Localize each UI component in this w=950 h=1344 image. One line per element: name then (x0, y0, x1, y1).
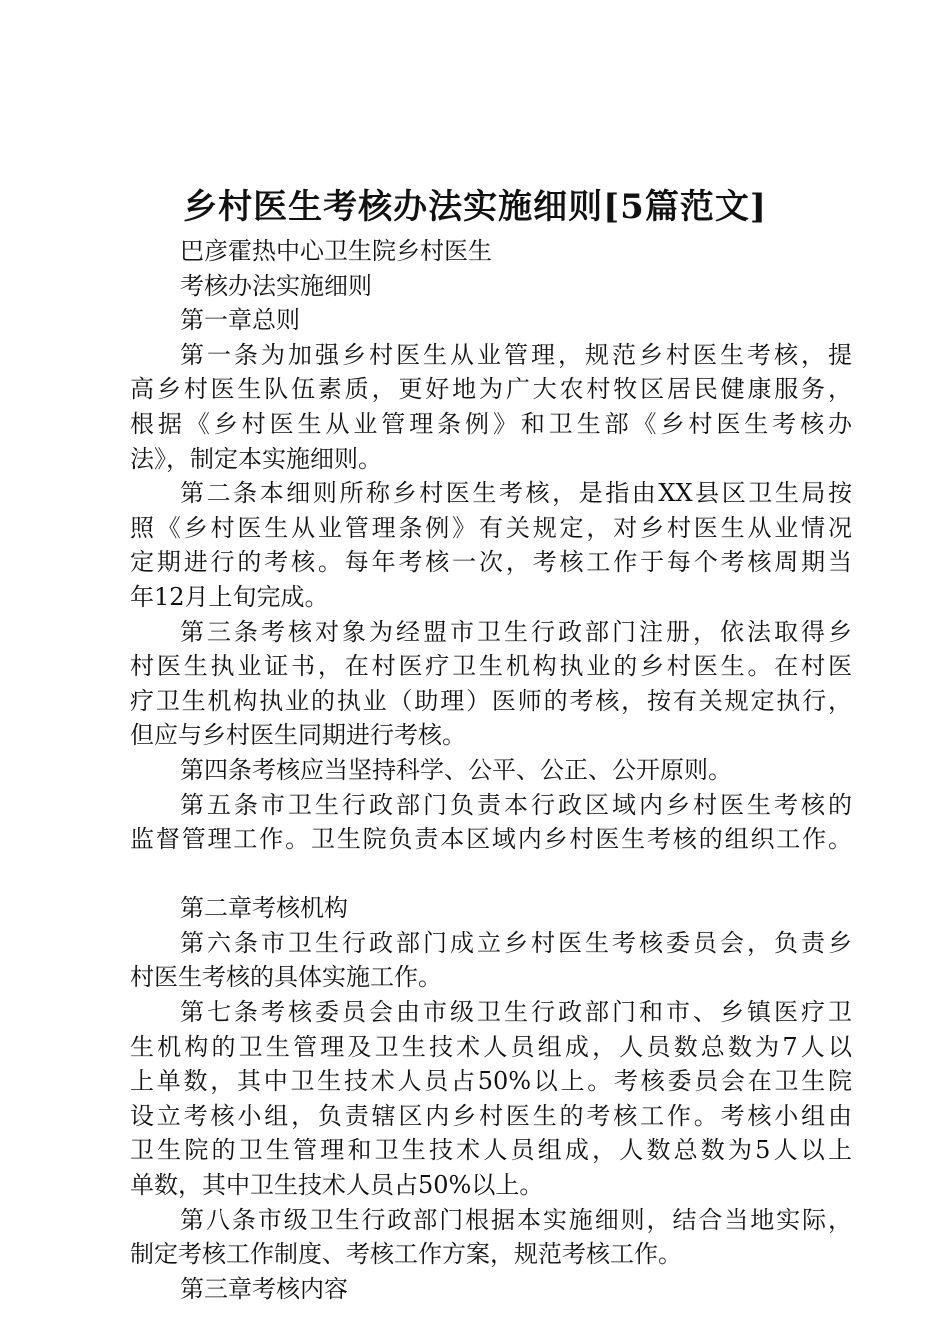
paragraph-line: 照《乡村医生从业管理条例》有关规定，对乡村医生从业情况 (130, 513, 852, 542)
paragraph-line: 上单数，其中卫生技术人员占50%以上。考核委员会在卫生院 (130, 1067, 852, 1096)
paragraph-line: 单数，其中卫生技术人员占50%以上。 (130, 1171, 544, 1200)
paragraph-line: 第一条为加强乡村医生从业管理，规范乡村医生考核，提 (180, 340, 852, 369)
paragraph-line: 村医生考核的具体实施工作。 (130, 963, 442, 992)
paragraph-line: 疗卫生机构执业的执业（助理）医师的考核，按有关规定执行， (130, 686, 852, 715)
blank-line (130, 857, 852, 892)
paragraph-line: 定期进行的考核。每年考核一次，考核工作于每个考核周期当 (130, 548, 852, 577)
text-line: 考核办法实施细则 (180, 271, 372, 300)
text-line: 巴彦霍热中心卫生院乡村医生 (180, 237, 492, 265)
paragraph-line: 生机构的卫生管理及卫生技术人员组成，人员数总数为7人以 (130, 1032, 852, 1061)
paragraph-line: 根据《乡村医生从业管理条例》和卫生部《乡村医生考核办 (130, 409, 852, 438)
chapter-heading: 第二章考核机构 (180, 894, 348, 923)
paragraph-line: 村医生执业证书，在村医疗卫生机构执业的乡村医生。在村医 (130, 652, 852, 681)
chapter-heading: 第一章总则 (180, 306, 300, 335)
document-body (130, 234, 852, 1306)
paragraph-line: 第八条市级卫生行政部门根据本实施细则，结合当地实际， (180, 1205, 852, 1234)
paragraph-line: 第五条市卫生行政部门负责本行政区域内乡村医生考核的 (180, 790, 852, 819)
paragraph-line: 第七条考核委员会由市级卫生行政部门和市、乡镇医疗卫 (180, 998, 852, 1027)
paragraph-line: 监督管理工作。卫生院负责本区域内乡村医生考核的组织工作。 (130, 825, 852, 854)
paragraph-line: 卫生院的卫生管理和卫生技术人员组成，人数总数为5人以上 (130, 1136, 852, 1165)
paragraph-line: 制定考核工作制度、考核工作方案，规范考核工作。 (130, 1240, 682, 1269)
paragraph-line: 第二条本细则所称乡村医生考核，是指由XX县区卫生局按 (180, 479, 852, 508)
paragraph-line: 但应与乡村医生同期进行考核。 (130, 721, 466, 750)
paragraph-line: 高乡村医生队伍素质，更好地为广大农村牧区居民健康服务， (130, 375, 852, 404)
document-title: 乡村医生考核办法实施细则[5篇范文] (183, 187, 767, 227)
paragraph-line: 设立考核小组，负责辖区内乡村医生的考核工作。考核小组由 (130, 1101, 852, 1130)
paragraph-line: 第三条考核对象为经盟市卫生行政部门注册，依法取得乡 (180, 617, 852, 646)
paragraph-line: 第六条市卫生行政部门成立乡村医生考核委员会，负责乡 (180, 928, 852, 957)
paragraph-line: 第四条考核应当坚持科学、公平、公正、公开原则。 (180, 755, 732, 784)
chapter-heading: 第三章考核内容 (180, 1274, 348, 1303)
paragraph-line: 年12月上旬完成。 (130, 582, 329, 611)
paragraph-line: 法》，制定本实施细则。 (130, 444, 382, 473)
